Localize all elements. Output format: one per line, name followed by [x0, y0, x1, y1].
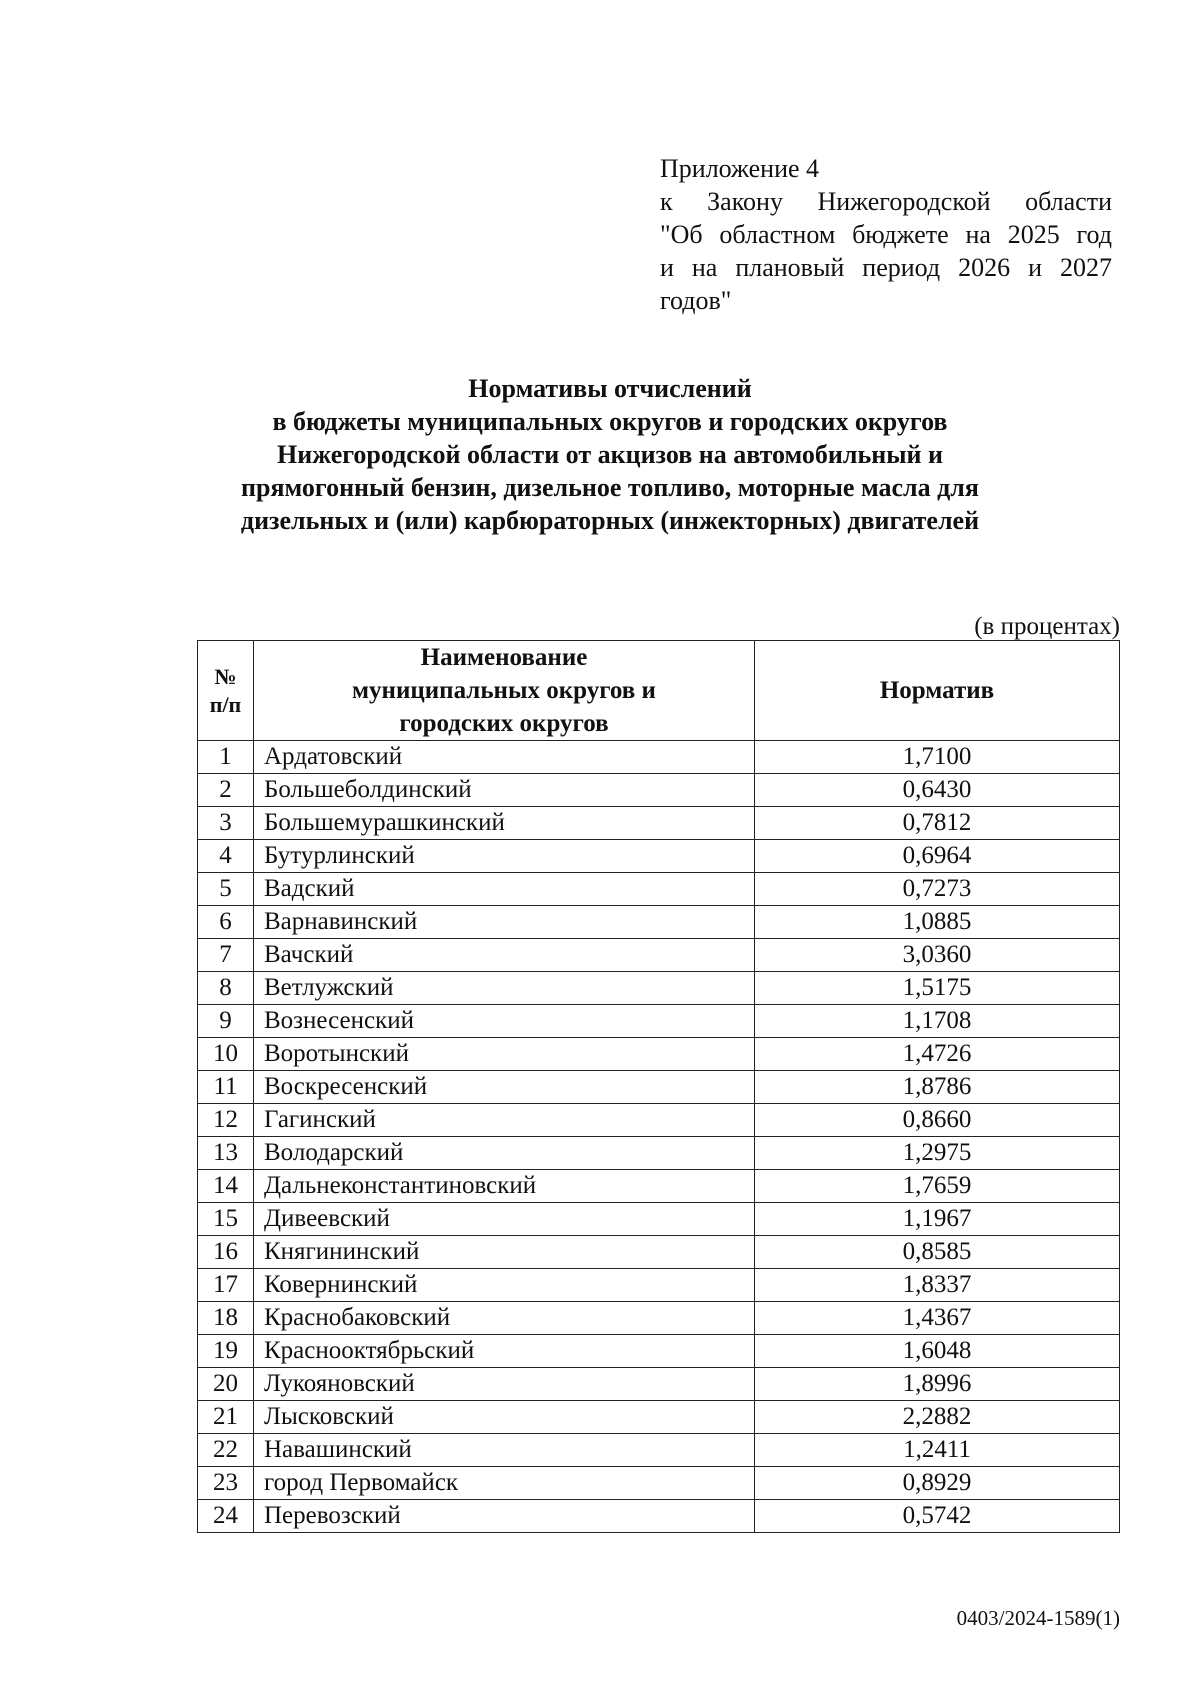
row-municipality-name: Гагинский [254, 1104, 755, 1137]
units-note: (в процентах) [974, 613, 1120, 640]
row-number: 16 [198, 1236, 254, 1269]
row-municipality-name: Бутурлинский [254, 840, 755, 873]
norms-table [197, 640, 1120, 1533]
row-norm-value: 1,6048 [755, 1335, 1120, 1368]
table-row [198, 1137, 1120, 1170]
row-municipality-name: Ардатовский [254, 741, 755, 774]
table-row [198, 840, 1120, 873]
row-municipality-name: Лукояновский [254, 1368, 755, 1401]
row-municipality-name: Лысковский [254, 1401, 755, 1434]
row-number: 18 [198, 1302, 254, 1335]
document-code: 0403/2024-1589(1) [956, 1606, 1120, 1630]
row-municipality-name: Краснооктябрьский [254, 1335, 755, 1368]
row-number: 14 [198, 1170, 254, 1203]
row-norm-value: 0,7273 [755, 873, 1120, 906]
row-municipality-name: Воскресенский [254, 1071, 755, 1104]
row-number: 22 [198, 1434, 254, 1467]
table-row [198, 1302, 1120, 1335]
title-line: Нормативы отчислений [468, 374, 752, 403]
table-row [198, 1104, 1120, 1137]
table-row [198, 1368, 1120, 1401]
appendix-number: Приложение 4 [660, 154, 820, 183]
table-row [198, 1170, 1120, 1203]
row-number: 17 [198, 1269, 254, 1302]
table-row [198, 1236, 1120, 1269]
title-line: в бюджеты муниципальных округов и городских округов [272, 407, 948, 436]
row-municipality-name: Навашинский [254, 1434, 755, 1467]
document-title [180, 372, 1040, 537]
title-line: прямогонный бензин, дизельное топливо, моторные масла для [241, 473, 979, 502]
header-number-abbr: п/п [209, 691, 242, 717]
row-number: 10 [198, 1038, 254, 1071]
row-norm-value: 1,2975 [755, 1137, 1120, 1170]
row-municipality-name: Ковернинский [254, 1269, 755, 1302]
row-number: 24 [198, 1500, 254, 1533]
table-row [198, 1401, 1120, 1434]
row-number: 4 [198, 840, 254, 873]
row-norm-value: 3,0360 [755, 939, 1120, 972]
row-norm-value: 1,8996 [755, 1368, 1120, 1401]
row-number: 8 [198, 972, 254, 1005]
row-norm-value: 0,8585 [755, 1236, 1120, 1269]
row-municipality-name: Краснобаковский [254, 1302, 755, 1335]
appendix-law-title-line2: и на плановый период 2026 и 2027 [660, 253, 1112, 282]
table-row [198, 972, 1120, 1005]
table-body [198, 741, 1120, 1533]
row-norm-value: 0,6964 [755, 840, 1120, 873]
row-municipality-name: Большеболдинский [254, 774, 755, 807]
row-municipality-name: Володарский [254, 1137, 755, 1170]
row-municipality-name: Княгининский [254, 1236, 755, 1269]
row-number: 13 [198, 1137, 254, 1170]
row-number: 7 [198, 939, 254, 972]
row-norm-value: 1,2411 [755, 1434, 1120, 1467]
row-municipality-name: Перевозский [254, 1500, 755, 1533]
row-norm-value: 0,8660 [755, 1104, 1120, 1137]
row-number: 19 [198, 1335, 254, 1368]
appendix-law-title-line3: годов" [660, 286, 732, 315]
header-norm: Норматив [755, 641, 1120, 741]
row-norm-value: 0,8929 [755, 1467, 1120, 1500]
header-number [198, 641, 254, 741]
row-number: 6 [198, 906, 254, 939]
row-norm-value: 1,4726 [755, 1038, 1120, 1071]
row-municipality-name: Вознесенский [254, 1005, 755, 1038]
row-municipality-name: Вачский [254, 939, 755, 972]
header-name-line: Наименование [420, 644, 588, 671]
row-number: 3 [198, 807, 254, 840]
row-norm-value: 1,7100 [755, 741, 1120, 774]
table-row [198, 1071, 1120, 1104]
table-row [198, 1269, 1120, 1302]
row-number: 15 [198, 1203, 254, 1236]
table-row [198, 1434, 1120, 1467]
row-municipality-name: город Первомайск [254, 1467, 755, 1500]
header-name-line: муниципальных округов и [352, 677, 656, 704]
appendix-law-title-line1: "Об областном бюджете на 2025 год [660, 220, 1112, 249]
header-number-symbol: № [214, 663, 237, 689]
table-row [198, 1005, 1120, 1038]
table-row [198, 1203, 1120, 1236]
table-header-row [198, 641, 1120, 741]
row-number: 23 [198, 1467, 254, 1500]
row-number: 1 [198, 741, 254, 774]
appendix-reference [660, 152, 1112, 317]
row-norm-value: 1,8786 [755, 1071, 1120, 1104]
row-municipality-name: Большемурашкинский [254, 807, 755, 840]
row-norm-value: 1,1967 [755, 1203, 1120, 1236]
table-row [198, 741, 1120, 774]
header-name-line: городских округов [399, 710, 609, 737]
row-norm-value: 0,7812 [755, 807, 1120, 840]
row-municipality-name: Воротынский [254, 1038, 755, 1071]
row-number: 12 [198, 1104, 254, 1137]
row-number: 2 [198, 774, 254, 807]
row-municipality-name: Вадский [254, 873, 755, 906]
header-name [254, 641, 755, 741]
row-municipality-name: Варнавинский [254, 906, 755, 939]
row-norm-value: 2,2882 [755, 1401, 1120, 1434]
table-row [198, 1038, 1120, 1071]
table-row [198, 873, 1120, 906]
title-line: дизельных и (или) карбюраторных (инжекторных) двигателей [240, 506, 980, 535]
table-row [198, 807, 1120, 840]
row-number: 5 [198, 873, 254, 906]
table-row [198, 939, 1120, 972]
row-norm-value: 1,5175 [755, 972, 1120, 1005]
row-norm-value: 1,1708 [755, 1005, 1120, 1038]
row-norm-value: 1,7659 [755, 1170, 1120, 1203]
row-norm-value: 1,4367 [755, 1302, 1120, 1335]
table-row [198, 1335, 1120, 1368]
table-row [198, 906, 1120, 939]
table-row [198, 774, 1120, 807]
row-number: 11 [198, 1071, 254, 1104]
row-norm-value: 0,5742 [755, 1500, 1120, 1533]
title-line: Нижегородской области от акцизов на автомобильный и [277, 440, 943, 469]
table-row [198, 1500, 1120, 1533]
row-number: 9 [198, 1005, 254, 1038]
row-number: 21 [198, 1401, 254, 1434]
row-municipality-name: Дальнеконстантиновский [254, 1170, 755, 1203]
row-number: 20 [198, 1368, 254, 1401]
appendix-law-line: к Закону Нижегородской области [660, 187, 1112, 216]
table-row [198, 1467, 1120, 1500]
row-municipality-name: Дивеевский [254, 1203, 755, 1236]
row-norm-value: 0,6430 [755, 774, 1120, 807]
row-norm-value: 1,0885 [755, 906, 1120, 939]
row-norm-value: 1,8337 [755, 1269, 1120, 1302]
row-municipality-name: Ветлужский [254, 972, 755, 1005]
